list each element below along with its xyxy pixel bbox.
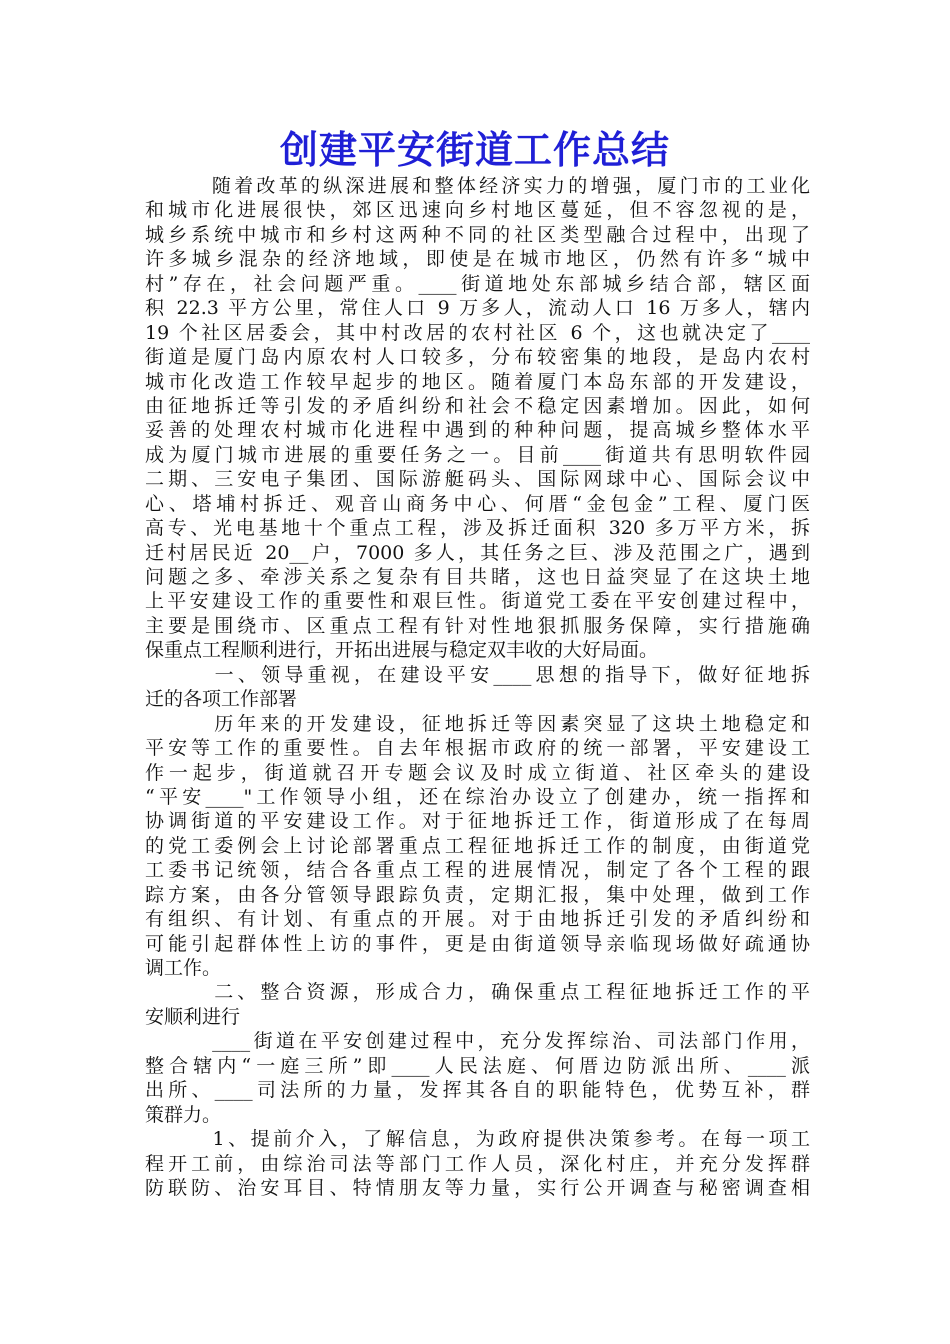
text-line: 工委书记统领，结合各重点工程的进展情况，制定了各个工程的跟 bbox=[145, 859, 810, 882]
text-line: 调工作。 bbox=[145, 957, 222, 979]
text-line: 成为厦门城市进展的重要任务之一。目前____街道共有思明软件园 bbox=[145, 443, 810, 466]
text-line: 问题之多、牵涉关系之复杂有目共睹，这也日益突显了在这块土地 bbox=[145, 566, 810, 588]
text-line: 村”存在，社会问题严重。____街道地处东部城乡结合部，辖区面 bbox=[145, 272, 810, 295]
text-line: 程开工前，由综治司法等部门工作人员，深化村庄，并充分发挥群 bbox=[145, 1152, 810, 1175]
text-line: 由征地拆迁等引发的矛盾纠纷和社会不稳定因素增加。因此，如何 bbox=[145, 394, 810, 417]
text-line: 1、提前介入，了解信息，为政府提供决策参考。在每一项工 bbox=[145, 1128, 810, 1151]
text-line: 积 22.3 平方公里，常住人口 9 万多人，流动人口 16 万多人，辖内 bbox=[145, 297, 810, 320]
text-line: 迁村居民近 20__户，7000 多人，其任务之巨、涉及范围之广，遇到 bbox=[145, 541, 810, 564]
text-line: 一、领导重视，在建设平安____思想的指导下，做好征地拆 bbox=[145, 663, 810, 686]
text-line: 19 个社区居委会，其中村改居的农村社区 6 个，这也就决定了____ bbox=[145, 321, 810, 344]
text-line: 出所、____司法所的力量，发挥其各自的职能特色，优势互补，群 bbox=[145, 1079, 810, 1102]
text-line: 许多城乡混杂的经济地域，即使是在城市地区，仍然有许多“城中 bbox=[145, 248, 810, 271]
text-line: 上平安建设工作的重要性和艰巨性。街道党工委在平安创建过程中， bbox=[145, 590, 810, 613]
text-line: ____街道在平安创建过程中，充分发挥综治、司法部门作用， bbox=[145, 1030, 810, 1053]
document-title: 创建平安街道工作总结 bbox=[279, 127, 670, 172]
text-line: “平安____"工作领导小组，还在综治办设立了创建办，统一指挥和 bbox=[145, 785, 810, 808]
text-line: 防联防、治安耳目、特情朋友等力量，实行公开调查与秘密调查相 bbox=[145, 1176, 810, 1199]
text-line: 迁的各项工作部署 bbox=[145, 688, 298, 711]
text-line: 心、塔埔村拆迁、观音山商务中心、何厝“金包金”工程、厦门医 bbox=[145, 492, 810, 515]
document-body bbox=[145, 174, 810, 1200]
text-line: 高专、光电基地十个重点工程，涉及拆迁面积 320 多万平方米，拆 bbox=[145, 517, 810, 540]
text-line: 二期、三安电子集团、国际游艇码头、国际网球中心、国际会议中 bbox=[145, 468, 810, 491]
text-line: 城市化改造工作较早起步的地区。随着厦门本岛东部的开发建设， bbox=[145, 370, 810, 393]
text-line: 街道是厦门岛内原农村人口较多，分布较密集的地段，是岛内农村 bbox=[145, 346, 810, 369]
text-line: 妥善的处理农村城市化进程中遇到的种种问题，提高城乡整体水平 bbox=[145, 419, 810, 442]
text-line: 的党工委例会上讨论部署重点工程征地拆迁工作的制度，由街道党 bbox=[145, 834, 810, 857]
text-line: 踪方案，由各分管领导跟踪负责，定期汇报，集中处理，做到工作 bbox=[145, 883, 810, 906]
text-line: 保重点工程顺利进行，开拓出进展与稳定双丰收的大好局面。 bbox=[145, 639, 659, 662]
text-line: 平安等工作的重要性。自去年根据市政府的统一部署，平安建设工 bbox=[145, 737, 810, 760]
text-line: 和城市化进展很快，郊区迅速向乡村地区蔓延，但不容忽视的是， bbox=[145, 199, 810, 222]
text-line: 二、整合资源，形成合力，确保重点工程征地拆迁工作的平 bbox=[145, 981, 810, 1004]
text-line: 作一起步，街道就召开专题会议及时成立街道、社区牵头的建设 bbox=[145, 761, 810, 784]
text-line: 可能引起群体性上访的事件，更是由街道领导亲临现场做好疏通协 bbox=[145, 932, 810, 955]
text-line: 整合辖内“一庭三所”即____人民法庭、何厝边防派出所、____派 bbox=[145, 1054, 810, 1077]
text-line: 城乡系统中城市和乡村这两种不同的社区类型融合过程中，出现了 bbox=[145, 223, 810, 246]
text-line: 安顺利进行 bbox=[145, 1005, 241, 1028]
text-line: 主要是围绕市、区重点工程有针对性地狠抓服务保障，实行措施确 bbox=[145, 614, 810, 637]
text-line: 策群力。 bbox=[145, 1103, 222, 1126]
text-line: 随着改革的纵深进展和整体经济实力的增强，厦门市的工业化 bbox=[145, 175, 810, 197]
text-line: 历年来的开发建设，征地拆迁等因素突显了这块土地稳定和 bbox=[145, 712, 810, 735]
text-line: 协调街道的平安建设工作。对于征地拆迁工作，街道形成了在每周 bbox=[145, 810, 810, 833]
text-line: 有组织、有计划、有重点的开展。对于由地拆迁引发的矛盾纠纷和 bbox=[145, 908, 810, 931]
